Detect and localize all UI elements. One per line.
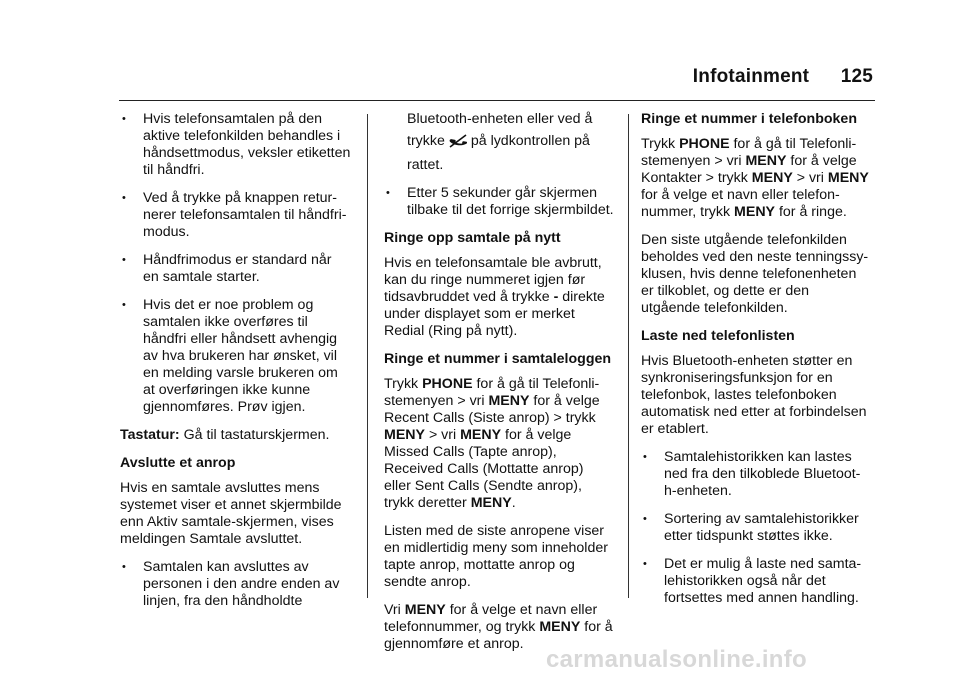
bullet-item: • Hvis det er noe problem og samtalen ikke overføres til håndfri eller håndsett avhengig av hva brukeren har ønsket, vil en melding varsle brukeren om at overføringen ikke kunne gjennomføres. Prøv igjen.: [120, 297, 356, 416]
dash-key: -: [553, 289, 559, 305]
header-rule: [119, 100, 875, 101]
heading-laste-ned: Laste ned telefonlisten: [641, 328, 795, 344]
paragraph: Hvis Bluetooth-enheten støtter en synkroniseringsfunksjon for en telefonbok, lastes telefonboken automatisk ned etter at forbindelsen er etablert.: [641, 353, 867, 437]
paragraph: Trykk PHONE for å gå til Telefonli- stemenyen > vri MENY for å velge Kontakter > trykk MENY > vri MENY for å velge et navn eller telefon- nummer, trykk MENY for å ringe.: [641, 136, 869, 220]
bullet-item: • Ved å trykke på knappen retur- nerer telefonsamtalen til håndfri- modus.: [120, 190, 356, 241]
watermark: carmanualsonline.info: [546, 646, 808, 673]
paragraph: Listen med de siste anropene viser en midlertidig meny som inneholder tapte anrop, mottatte anrop og sendte anrop.: [384, 523, 608, 590]
heading-avslutte: Avslutte et anrop: [120, 455, 236, 471]
heading-telefonboken: Ringe et nummer i telefonboken: [641, 111, 857, 127]
bullet-item: • Håndfrimodus er standard når en samtale starter.: [120, 252, 356, 286]
paragraph: Den siste utgående telefonkilden beholdes ved den neste tenningssy- klusen, hvis denne telefonenheten er tilkoblet, og dette er den utgående telefonkilden.: [641, 232, 869, 316]
bullet-item: • Sortering av samtalehistorikker etter tidspunkt støttes ikke.: [641, 511, 879, 545]
bullet-item: • Samtalehistorikken kan lastes ned fra den tilkoblede Bluetoot- h-enheten.: [641, 449, 879, 500]
column-divider-2: [628, 114, 629, 598]
page-number: 125: [840, 66, 873, 87]
bullet-item: • Hvis telefonsamtalen på den aktive telefonkilden behandles i håndsettmodus, veksler etiketten til håndfri.: [120, 111, 356, 179]
phone-end-call-icon: [449, 131, 467, 157]
heading-ringe-opp: Ringe opp samtale på nytt: [384, 230, 561, 246]
column-1: [120, 111, 356, 621]
paragraph: Vri MENY for å velge et navn eller telefonnummer, og trykk MENY for å gjennomføre et anrop.: [384, 602, 613, 652]
bullet-item: • Etter 5 sekunder går skjermen tilbake til det forrige skjermbildet.: [384, 185, 620, 219]
paragraph: Hvis en telefonsamtale ble avbrutt, kan du ringe nummeret igjen før tidsavbruddet ved å trykke - direkte under displayet som er merket Redial (Ring på nytt).: [384, 255, 605, 339]
section-title: Infotainment: [692, 66, 810, 87]
bullet-continuation: Bluetooth-enheten eller ved å trykke på lydkontrollen på rattet.: [407, 111, 593, 173]
column-3: [641, 111, 879, 618]
column-divider-1: [367, 114, 368, 598]
bullet-item: • Det er mulig å laste ned samta- lehistorikken også når det fortsettes med annen handling.: [641, 556, 879, 607]
paragraph: Hvis en samtale avsluttes mens systemet viser et annet skjermbilde enn Aktiv samtale-skjermen, vises meldingen Samtale avsluttet.: [120, 480, 342, 547]
heading-samtaleloggen: Ringe et nummer i samtaleloggen: [384, 351, 612, 367]
page-header: [693, 66, 873, 88]
tastatur-label: Tastatur:: [120, 427, 180, 443]
tastatur-paragraph: Tastatur: Gå til tastaturskjermen.: [120, 427, 330, 443]
paragraph: Trykk PHONE for å gå til Telefonli- stemenyen > vri MENY for å velge Recent Calls (Siste anrop) > trykk MENY > vri MENY for å velge Missed Calls (Tapte anrop), Received Calls (Mottatte anrop) eller Sent Calls (Sendte anrop), trykk deretter MENY.: [384, 376, 600, 511]
bullet-item: • Samtalen kan avsluttes av personen i den andre enden av linjen, fra den håndholdte: [120, 559, 356, 610]
column-2: [384, 111, 620, 664]
